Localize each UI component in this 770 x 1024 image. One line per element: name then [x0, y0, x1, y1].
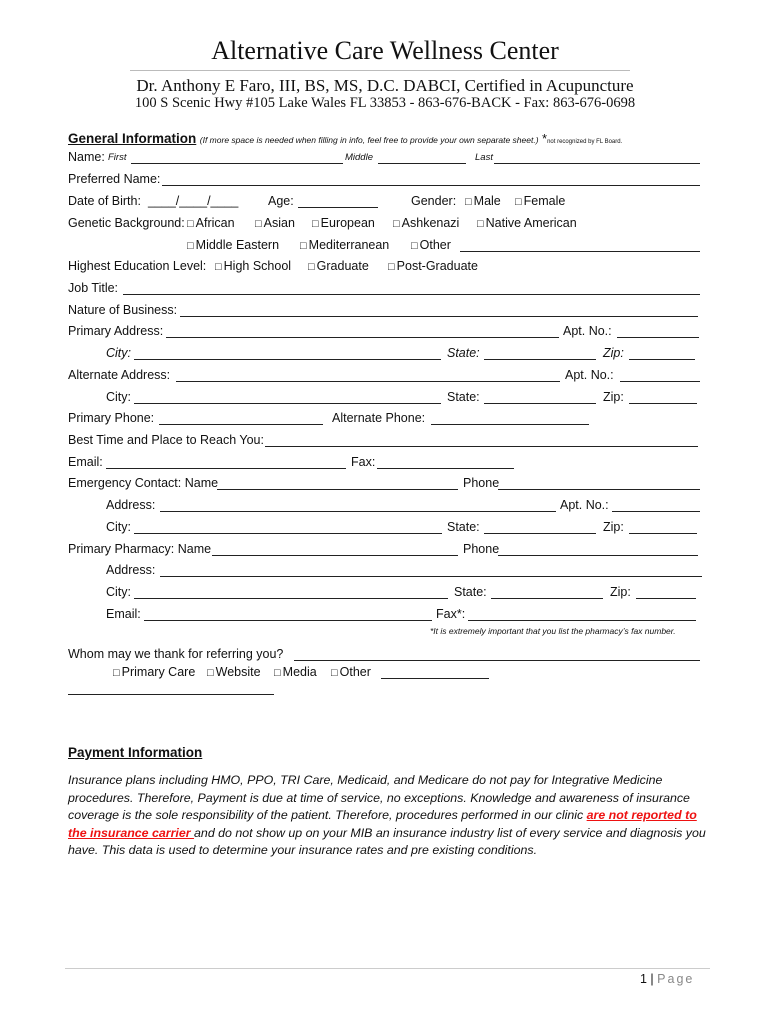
- payment-warning-text: are not reported to the insurance carrier: [68, 808, 697, 840]
- alternate-phone-label: Alternate Phone:: [332, 411, 426, 425]
- checkbox-icon: □: [308, 261, 315, 273]
- pharmacy-email-field[interactable]: [144, 620, 432, 621]
- alternate-state-field[interactable]: [484, 403, 596, 404]
- emergency-zip-field[interactable]: [629, 533, 697, 534]
- referral-primary-care-option[interactable]: [113, 665, 195, 679]
- nature-of-business-label: Nature of Business:: [68, 303, 178, 317]
- age-label: Age:: [268, 194, 294, 208]
- referral-website-option[interactable]: [207, 665, 261, 679]
- dob-field[interactable]: ____/____/____: [148, 194, 239, 208]
- education-high-school-option[interactable]: [215, 259, 291, 273]
- emergency-apt-field[interactable]: [612, 511, 700, 512]
- checkbox-icon: □: [113, 667, 120, 679]
- genetic-african-option[interactable]: [187, 216, 235, 230]
- checkbox-icon: □: [393, 218, 400, 230]
- referral-website-label: Website: [215, 665, 261, 679]
- fax-label: Fax:: [351, 455, 376, 469]
- best-time-field[interactable]: [265, 446, 698, 447]
- checkbox-icon: □: [331, 667, 338, 679]
- primary-city-label: City:: [106, 346, 131, 360]
- pharmacy-name-field[interactable]: [212, 555, 458, 556]
- genetic-native-american-label: Native American: [485, 216, 577, 230]
- pharmacy-name-label: Primary Pharmacy: Name: [68, 542, 212, 556]
- fax-field[interactable]: [377, 468, 514, 469]
- genetic-middle-eastern-label: Middle Eastern: [195, 238, 280, 252]
- referral-continuation-field[interactable]: [68, 694, 274, 695]
- name-label: Name:: [68, 150, 105, 164]
- emergency-address-label: Address:: [106, 498, 156, 512]
- middle-name-label: Middle: [345, 152, 373, 163]
- referral-media-label: Media: [282, 665, 317, 679]
- pharmacy-state-field[interactable]: [491, 598, 603, 599]
- primary-address-label: Primary Address:: [68, 324, 164, 338]
- primary-state-field[interactable]: [484, 359, 596, 360]
- pharmacy-zip-label: Zip:: [610, 585, 631, 599]
- alternate-zip-field[interactable]: [629, 403, 697, 404]
- page-label: Page: [657, 972, 695, 986]
- last-name-field[interactable]: [494, 163, 700, 164]
- job-title-label: Job Title:: [68, 281, 119, 295]
- payment-text-1: Insurance plans including HMO, PPO, TRI Care, Medicaid, and Medicare do not pay for Integrative Medicine procedures. Therefore, Payment is due at time of service, no exceptions. Knowledge and awareness of insurance coverage is the sole responsibility of the patient. Therefore, procedures performed in our clinic: [68, 773, 690, 822]
- first-name-field[interactable]: [131, 163, 343, 164]
- page-footer: [640, 972, 694, 986]
- genetic-ashkenazi-option[interactable]: [393, 216, 459, 230]
- emergency-name-field[interactable]: [217, 489, 458, 490]
- pharmacy-city-field[interactable]: [134, 598, 448, 599]
- doctor-credentials: Dr. Anthony E Faro, III, BS, MS, D.C. DABCI, Certified in Acupuncture: [136, 76, 634, 95]
- genetic-other-field[interactable]: [460, 251, 700, 252]
- pharmacy-address-label: Address:: [106, 563, 156, 577]
- checkbox-icon: □: [215, 261, 222, 273]
- primary-zip-label: Zip:: [603, 346, 624, 360]
- checkbox-icon: □: [187, 240, 194, 252]
- checkbox-icon: □: [465, 196, 472, 208]
- emergency-phone-label: Phone: [463, 476, 500, 490]
- job-title-field[interactable]: [123, 294, 700, 295]
- genetic-asian-option[interactable]: [255, 216, 295, 230]
- genetic-other-label: Other: [419, 238, 451, 252]
- pharmacy-fax-field[interactable]: [468, 620, 696, 621]
- education-high-school-label: High School: [223, 259, 292, 273]
- education-graduate-option[interactable]: [308, 259, 369, 273]
- footer-separator: |: [646, 972, 658, 986]
- gender-female-label: Female: [523, 194, 566, 208]
- pharmacy-address-field[interactable]: [160, 576, 702, 577]
- education-post-graduate-label: Post-Graduate: [396, 259, 478, 273]
- checkbox-icon: □: [300, 240, 307, 252]
- emergency-phone-field[interactable]: [498, 489, 700, 490]
- payment-info-paragraph: [68, 772, 708, 860]
- primary-zip-field[interactable]: [629, 359, 695, 360]
- alternate-apt-label: Apt. No.:: [565, 368, 614, 382]
- pharmacy-fax-note: *It is extremely important that you list the pharmacy’s fax number.: [430, 626, 676, 636]
- referral-field[interactable]: [294, 660, 700, 661]
- education-label: Highest Education Level:: [68, 259, 207, 273]
- dob-label: Date of Birth:: [68, 194, 141, 208]
- gender-male-label: Male: [473, 194, 501, 208]
- alternate-city-field[interactable]: [134, 403, 441, 404]
- genetic-mediterranean-option[interactable]: [300, 238, 389, 252]
- referral-media-option[interactable]: [274, 665, 317, 679]
- emergency-state-label: State:: [447, 520, 480, 534]
- age-field[interactable]: [298, 207, 378, 208]
- emergency-state-field[interactable]: [484, 533, 596, 534]
- payment-text-2: and do not show up on your MIB an insurance industry list of every service and diagnosis you have. This data is used to determine your insurance rates and pre existing conditions.: [68, 825, 706, 857]
- payment-info-heading: Payment Information: [68, 745, 203, 760]
- primary-phone-label: Primary Phone:: [68, 411, 155, 425]
- pharmacy-phone-label: Phone: [463, 542, 500, 556]
- page-number: 1: [640, 972, 647, 986]
- genetic-other-option[interactable]: [411, 238, 451, 252]
- emergency-address-field[interactable]: [160, 511, 556, 512]
- pharmacy-city-label: City:: [106, 585, 131, 599]
- primary-phone-field[interactable]: [159, 424, 323, 425]
- first-name-label: First: [108, 152, 127, 163]
- middle-name-field[interactable]: [378, 163, 466, 164]
- alternate-city-label: City:: [106, 390, 131, 404]
- emergency-zip-label: Zip:: [603, 520, 624, 534]
- footer-divider: [65, 968, 710, 969]
- primary-city-field[interactable]: [134, 359, 441, 360]
- checkbox-icon: □: [515, 196, 522, 208]
- genetic-african-label: African: [195, 216, 235, 230]
- best-time-label: Best Time and Place to Reach You:: [68, 433, 264, 447]
- alternate-apt-field[interactable]: [620, 381, 700, 382]
- pharmacy-phone-field[interactable]: [498, 555, 698, 556]
- education-graduate-label: Graduate: [316, 259, 369, 273]
- referral-other-label: Other: [339, 665, 371, 679]
- gender-female-option[interactable]: [515, 194, 565, 208]
- genetic-ashkenazi-label: Ashkenazi: [401, 216, 460, 230]
- referral-other-field[interactable]: [381, 678, 489, 679]
- email-label: Email:: [68, 455, 103, 469]
- page-title: Alternative Care Wellness Center: [211, 36, 559, 65]
- asterisk-note: not recognized by FL Board.: [547, 139, 623, 145]
- general-info-heading: General Information: [68, 131, 197, 146]
- checkbox-icon: □: [207, 667, 214, 679]
- genetic-mediterranean-label: Mediterranean: [308, 238, 390, 252]
- checkbox-icon: □: [274, 667, 281, 679]
- emergency-name-label: Emergency Contact: Name: [68, 476, 219, 490]
- education-post-graduate-option[interactable]: [388, 259, 478, 273]
- general-info-header: [68, 131, 622, 146]
- general-info-note: (If more space is needed when filling in info, feel free to provide your own separate sheet.): [199, 135, 539, 145]
- pharmacy-email-label: Email:: [106, 607, 141, 621]
- header-divider: [130, 70, 630, 71]
- email-field[interactable]: [106, 468, 346, 469]
- checkbox-icon: □: [312, 218, 319, 230]
- primary-apt-field[interactable]: [617, 337, 699, 338]
- nature-of-business-field[interactable]: [180, 316, 698, 317]
- pharmacy-zip-field[interactable]: [636, 598, 696, 599]
- clinic-address: 100 S Scenic Hwy #105 Lake Wales FL 33853 - 863-676-BACK - Fax: 863-676-0698: [134, 95, 636, 111]
- pharmacy-fax-label: Fax*:: [436, 607, 466, 621]
- checkbox-icon: □: [388, 261, 395, 273]
- genetic-background-label: Genetic Background:: [68, 216, 185, 230]
- preferred-name-field[interactable]: [162, 185, 700, 186]
- gender-male-option[interactable]: [465, 194, 501, 208]
- emergency-city-label: City:: [106, 520, 131, 534]
- referral-primary-care-label: Primary Care: [121, 665, 196, 679]
- alternate-zip-label: Zip:: [603, 390, 624, 404]
- primary-state-label: State:: [447, 346, 480, 360]
- primary-apt-label: Apt. No.:: [563, 324, 612, 338]
- asterisk: *: [542, 131, 548, 146]
- primary-address-field[interactable]: [166, 337, 559, 338]
- genetic-native-american-option[interactable]: [477, 216, 577, 230]
- checkbox-icon: □: [411, 240, 418, 252]
- pharmacy-state-label: State:: [454, 585, 487, 599]
- alternate-address-label: Alternate Address:: [68, 368, 171, 382]
- preferred-name-label: Preferred Name:: [68, 172, 161, 186]
- alternate-state-label: State:: [447, 390, 480, 404]
- emergency-apt-label: Apt. No.:: [560, 498, 609, 512]
- genetic-european-option[interactable]: [312, 216, 375, 230]
- last-name-label: Last: [475, 152, 493, 163]
- checkbox-icon: □: [477, 218, 484, 230]
- emergency-city-field[interactable]: [134, 533, 442, 534]
- genetic-asian-label: Asian: [263, 216, 295, 230]
- checkbox-icon: □: [187, 218, 194, 230]
- alternate-address-field[interactable]: [176, 381, 560, 382]
- genetic-european-label: European: [320, 216, 375, 230]
- referral-other-option[interactable]: [331, 665, 371, 679]
- gender-label: Gender:: [411, 194, 457, 208]
- checkbox-icon: □: [255, 218, 262, 230]
- referral-label: Whom may we thank for referring you?: [68, 647, 284, 661]
- alternate-phone-field[interactable]: [431, 424, 589, 425]
- genetic-middle-eastern-option[interactable]: [187, 238, 279, 252]
